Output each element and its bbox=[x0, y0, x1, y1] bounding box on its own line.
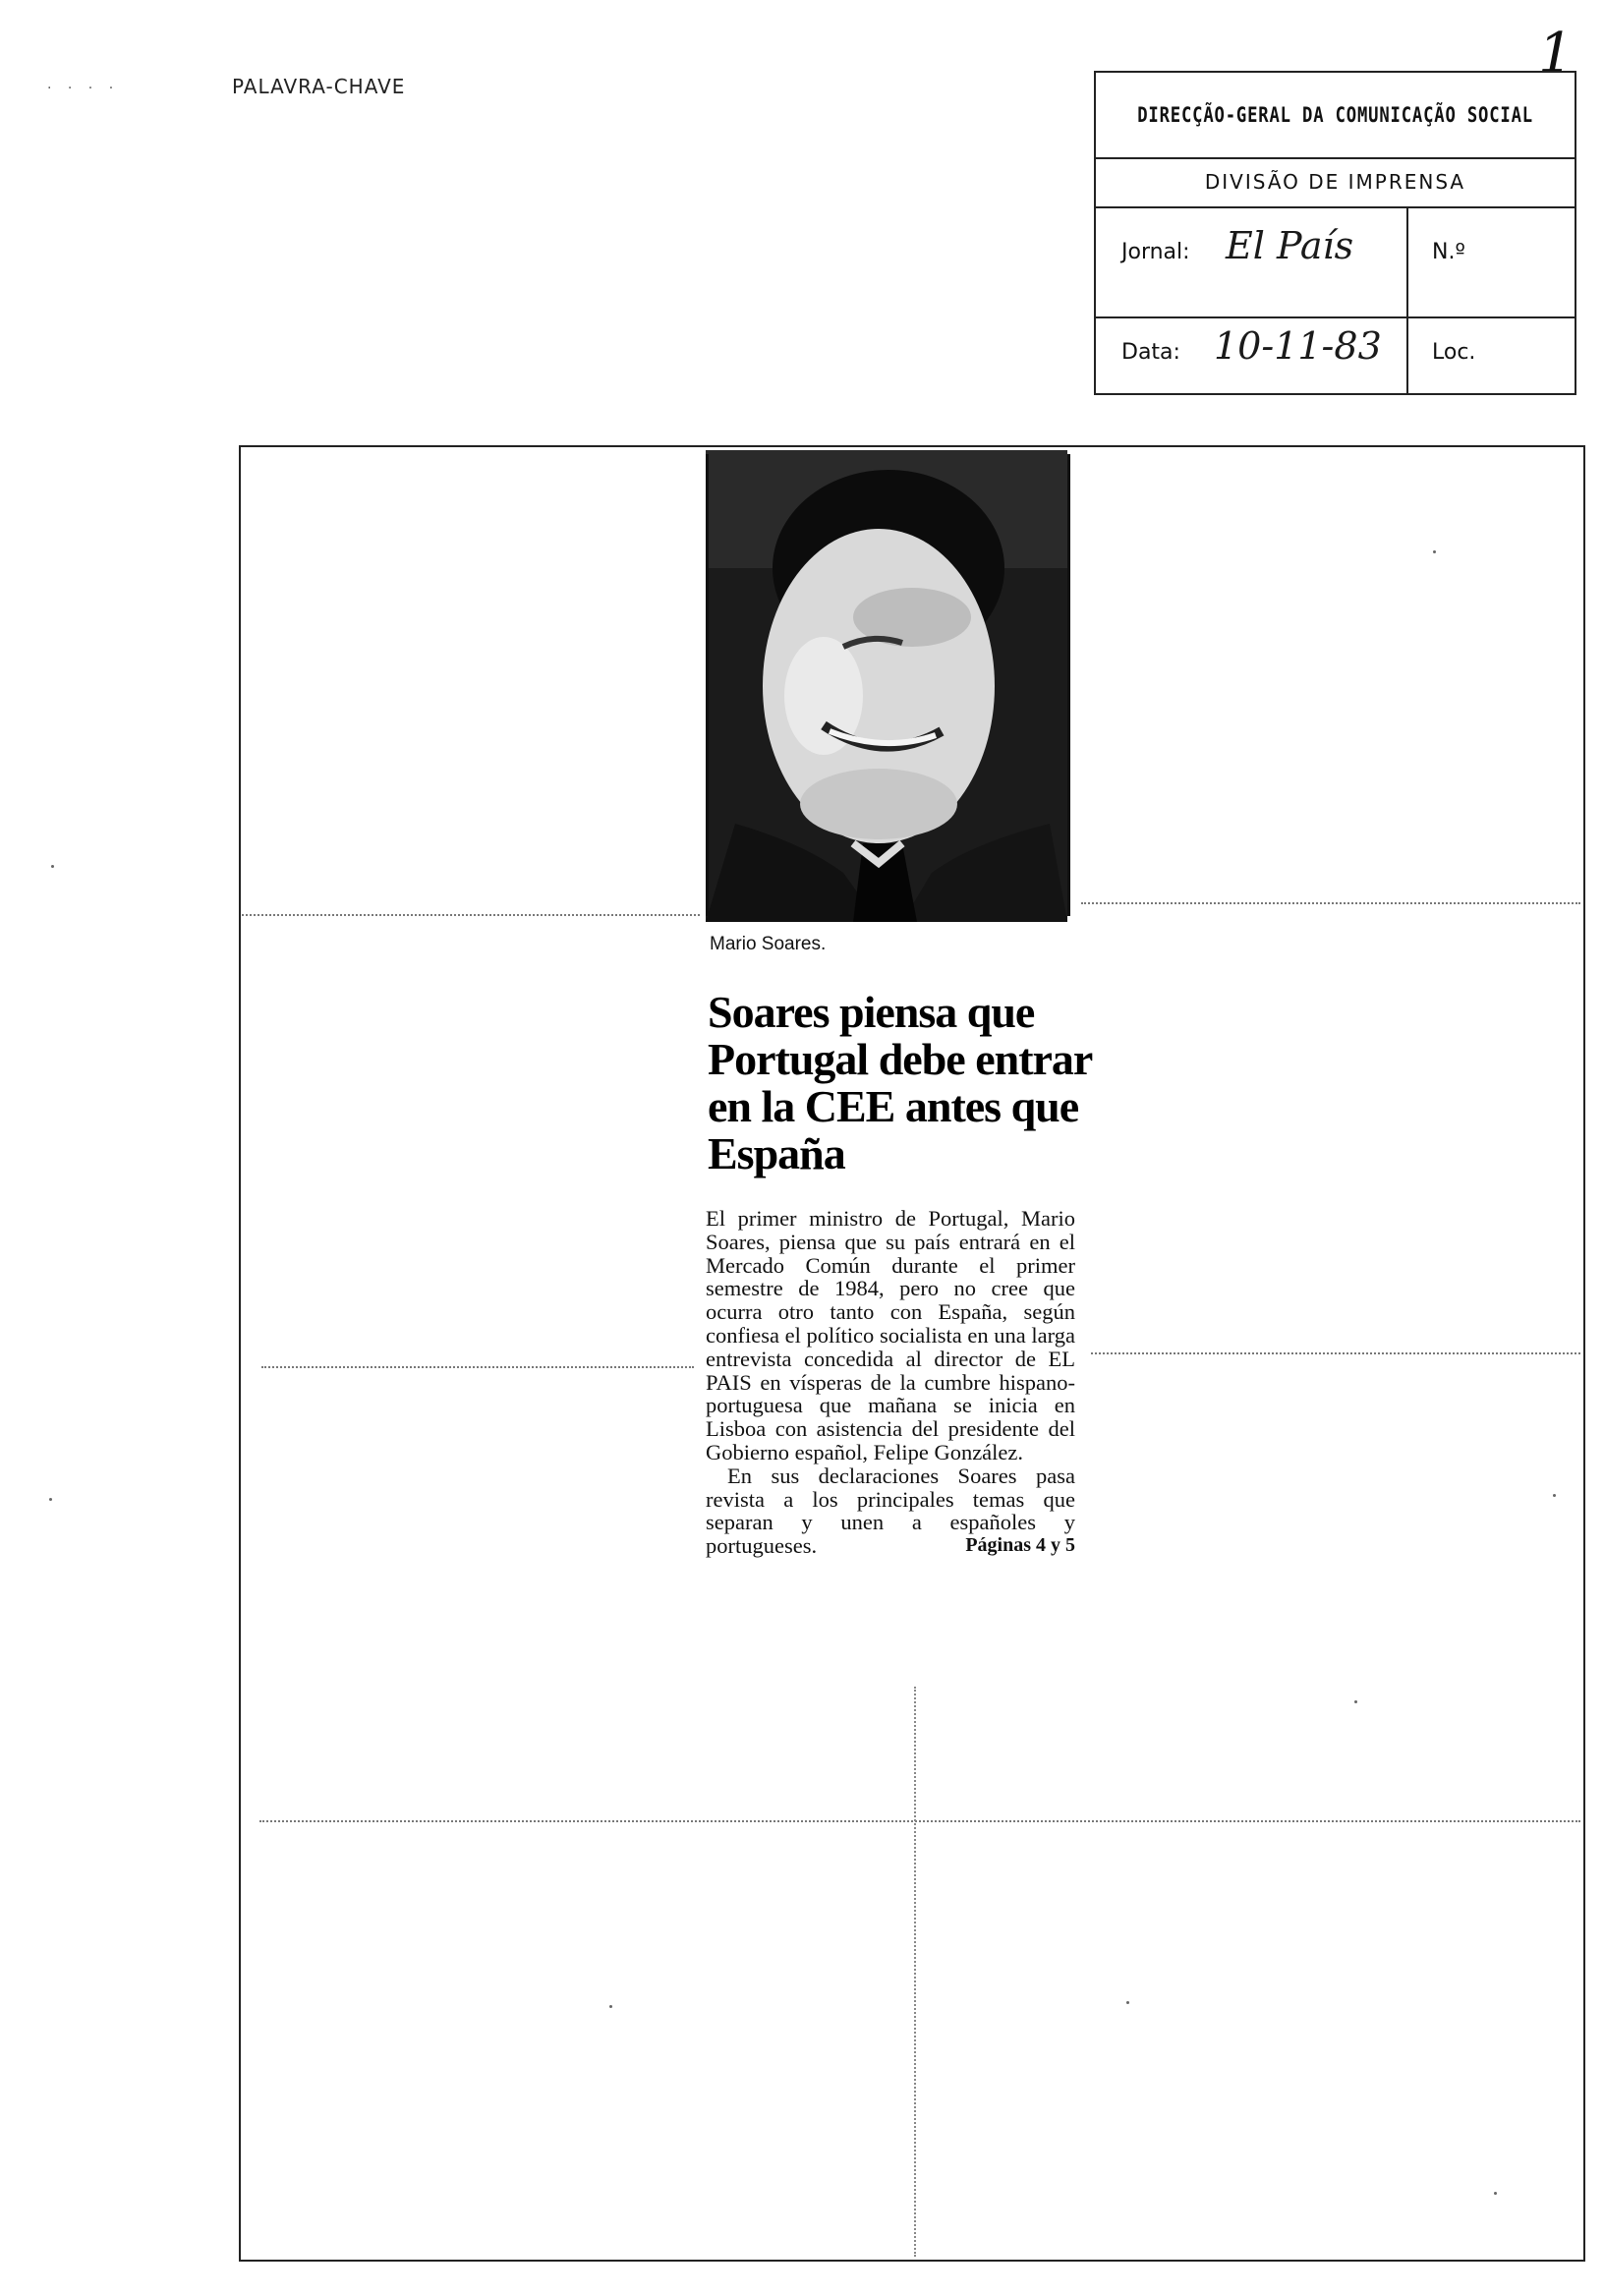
scan-speck bbox=[1354, 1700, 1357, 1703]
photo-caption: Mario Soares. bbox=[710, 934, 827, 954]
pages-reference: Páginas 4 y 5 bbox=[965, 1534, 1075, 1557]
article-paragraph-2 bbox=[706, 1464, 1075, 1558]
guide-line bbox=[1091, 1352, 1580, 1354]
jornal-value: El País bbox=[1226, 224, 1354, 267]
scan-speck bbox=[609, 2005, 612, 2008]
loc-label: Loc. bbox=[1432, 340, 1476, 365]
data-value: 10-11-83 bbox=[1214, 324, 1382, 368]
data-divider bbox=[1406, 316, 1408, 395]
stamp-title: DIRECÇÃO-GERAL DA COMUNICAÇÃO SOCIAL bbox=[1137, 103, 1533, 127]
scan-speck bbox=[1433, 550, 1436, 553]
scan-speck bbox=[51, 865, 54, 868]
scan-speck bbox=[1494, 2192, 1497, 2195]
stamp-title-row bbox=[1096, 73, 1575, 159]
data-label: Data: bbox=[1121, 340, 1180, 365]
scan-speck bbox=[1553, 1494, 1556, 1497]
jornal-divider bbox=[1406, 206, 1408, 316]
photo-border-left bbox=[706, 454, 709, 916]
stamp-subtitle-row bbox=[1096, 157, 1575, 208]
stamp-subtitle: DIVISÃO DE IMPRENSA bbox=[1204, 170, 1466, 194]
scan-marks: · · · · bbox=[47, 81, 120, 96]
article-paragraph-1: El primer ministro de Portugal, Mario Soares, piensa que su país entrará en el Mercado Común durante el primer semestre de 1984, pero no cree que ocurra otro tanto con España, según confiesa el político socialista en una larga entrevista concedida al director de EL PAIS en vísperas de la cumbre hispano-portuguesa que mañana se inicia en Lisboa con asistencia del presidente del Gobierno español, Felipe González. bbox=[706, 1206, 1075, 1464]
guide-line bbox=[259, 1820, 1580, 1822]
article-headline: Soares piensa que Portugal debe entrar en la CEE antes que España bbox=[708, 987, 1092, 1178]
portrait-photo bbox=[706, 450, 1067, 922]
guide-line bbox=[242, 914, 700, 916]
scan-speck bbox=[1126, 2001, 1129, 2004]
guide-line-vertical bbox=[914, 1687, 916, 2257]
press-division-stamp bbox=[1094, 71, 1576, 395]
scan-speck bbox=[49, 1498, 52, 1501]
jornal-row bbox=[1096, 206, 1575, 318]
guide-line bbox=[261, 1366, 694, 1368]
article-body bbox=[706, 1207, 1075, 1558]
data-row bbox=[1096, 316, 1575, 395]
guide-line bbox=[1081, 902, 1580, 904]
photo-border-right bbox=[1067, 454, 1070, 916]
keyword-label: PALAVRA-CHAVE bbox=[232, 75, 406, 98]
jornal-label: Jornal: bbox=[1121, 240, 1190, 264]
article-paragraph-2-text: En sus declaraciones Soares pasa revista a los principales temas que separan y unen a españoles y portugueses. bbox=[706, 1463, 1075, 1559]
numero-label: N.º bbox=[1432, 240, 1465, 264]
handwritten-page-number: 1 bbox=[1538, 22, 1574, 86]
